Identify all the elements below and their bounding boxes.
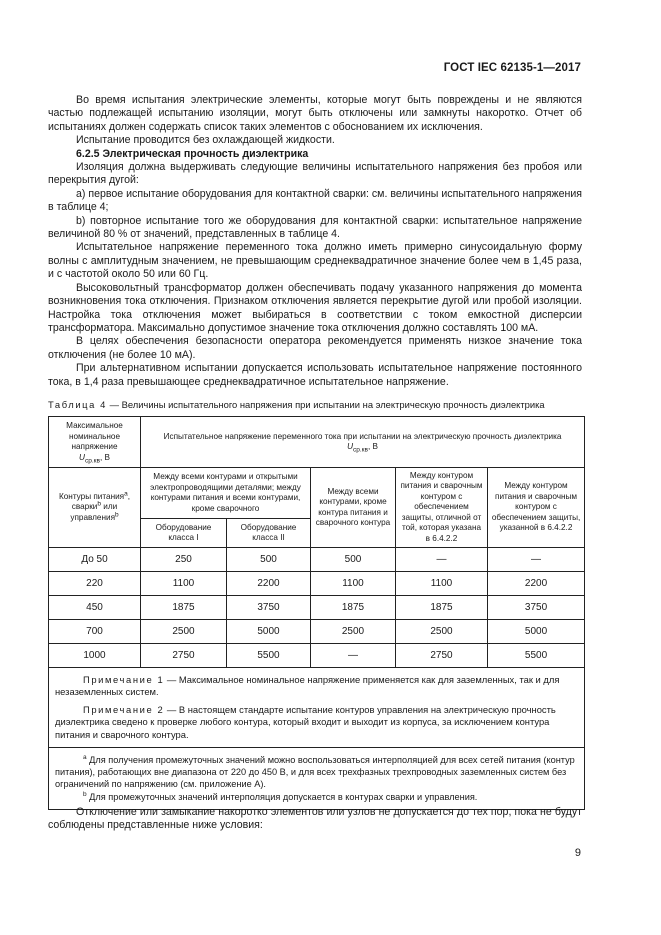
body-text [48,94,582,389]
cell: 2200 [227,572,311,596]
cell: 5500 [488,644,585,668]
cell: До 50 [49,548,141,572]
after-table-text [48,806,582,833]
table-row [49,572,585,596]
cell: 2500 [311,620,396,644]
cell: — [396,548,488,572]
paragraph: Во время испытания электрические элементы, которые могут быть повреждены и не являются частью подлежащей испытанию изоляции, могут быть отключены или замкнуты накоротко. Отчет об испытаниях должен содержать список таких элементов с обоснованием их исключения. [48,94,582,133]
document-header: ГОСТ IEC 62135-1—2017 [443,62,581,74]
cell: 1100 [311,572,396,596]
footnote-b: $^b$ Для промежуточных значений интерполяция допускается в контурах сварки и управления. [83,790,478,802]
cell: 3750 [488,596,585,620]
cell: 250 [141,548,227,572]
table-caption [48,399,588,410]
cell: 500 [311,548,396,572]
header-between-all-welding: Между всеми контурами, кроме контура питания и сварочного контура [311,468,396,548]
list-item: a) первое испытание оборудования для контактной сварки: см. величины испытательного напряжения в таблице 4; [48,187,582,214]
cell: 1100 [396,572,488,596]
page-number: 9 [574,847,581,859]
header-class-1: Оборудование класса I [141,519,227,548]
header-power-welding: Между контуром питания и сварочным контуром с обеспечением защиты, отличной от той, которая указана в 6.4.2.2 [396,468,488,548]
paragraph: Отключение или замыкание накоротко элементов или узлов не допускается до тех пор, пока не будут соблюдены представленные ниже условия: [48,806,582,832]
table-notes [49,668,585,748]
cell: 700 [49,620,141,644]
cell: 450 [49,596,141,620]
table-footnotes [49,748,585,810]
paragraph: Испытание проводится без охлаждающей жидкости. [76,134,335,147]
section-heading: 6.2.5 Электрическая прочность диэлектрика [76,147,309,160]
cell: 2500 [141,620,227,644]
cell: 5000 [227,620,311,644]
cell: 1875 [311,596,396,620]
paragraph: При альтернативном испытании допускается использовать испытательное напряжение постоянного тока, в 1,4 раза превышающее среднеквадратичное испытательное напряжение. [48,362,582,388]
header-circuits: Контуры питания$^a$, сварки$^b$ или управления$^b$ [49,468,141,548]
cell: 2500 [396,620,488,644]
cell: 220 [49,572,141,596]
header-max-voltage: Максимальное номинальное напряжение $U_{ср.кв}$, В [49,417,141,468]
cell: 3750 [227,596,311,620]
voltage-table [48,416,585,810]
header-class-2: Оборудование класса II [227,519,311,548]
table-row [49,548,585,572]
paragraph: Испытательное напряжение переменного тока должно иметь примерно синусоидальную форму волны с амплитудным значением, не превышающим среднеквадратичное значение более чем в 1,45 раза, и с частотой около 50 или 60 Гц. [48,241,582,281]
table-row [49,596,585,620]
cell: — [488,548,585,572]
table-row [49,644,585,668]
header-between-all-parts: Между всеми контурами и открытыми электропроводящими деталями; между контурами питания и всеми контурами, кроме сварочного [141,468,311,519]
note-1: Примечание 1 — Максимальное номинальное напряжение применяется как для заземленных, так и для незаземленных систем. [55,674,560,698]
header-test-voltage: Испытательное напряжение переменного тока при испытании на электрическую прочность диэлектрика $U_{ср.кв}$, В [141,417,585,468]
cell: 1875 [396,596,488,620]
cell: 2750 [396,644,488,668]
table-caption-label: Таблица 4 [48,399,107,410]
cell: — [311,644,396,668]
cell: 1000 [49,644,141,668]
cell: 2200 [488,572,585,596]
header-power-welding-protected: Между контуром питания и сварочным контуром с обеспечением защиты, указанной в 6.4.2.2 [488,468,585,548]
cell: 500 [227,548,311,572]
footnote-a: $^a$ Для получения промежуточных значений можно воспользоваться интерполяцией для всех сетей питания (контур питания), работающих вне диапазона от 220 до 450 В, и для всех трехфазных трехпроводных заземленных систем без ограничений по напряжению (см. приложение А). [55,753,575,790]
table-row [49,620,585,644]
note-2: Примечание 2 — В настоящем стандарте испытание контуров управления на электрическую прочность диэлектрика сведено к проверке любого контура, который входит и выходит из корпуса, за исключением контура питания и сварочного контура. [55,703,556,740]
cell: 1100 [141,572,227,596]
cell: 2750 [141,644,227,668]
paragraph: Высоковольтный трансформатор должен обеспечивать подачу указанного напряжения до момента возникновения тока отключения. Признаком отключения является перекрытие дугой или пробой изоляции. Настройка тока отключения может выбираться в соответствии с током емкостной дисперсии трансформатора. Максимально допустимое значение тока отключения должно составлять 100 мА. [48,281,582,334]
paragraph: Изоляция должна выдерживать следующие величины испытательного напряжения без пробоя или перекрытия дугой: [48,161,582,187]
cell: 5500 [227,644,311,668]
paragraph: В целях обеспечения безопасности оператора рекомендуется применять низкое значение тока отключения (не более 10 мА). [48,335,582,361]
list-item: b) повторное испытание того же оборудования для контактной сварки: испытательное напряжение величиной 80 % от значений, представленных в таблице 4. [48,214,582,241]
cell: 1875 [141,596,227,620]
table-caption-text: — Величины испытательного напряжения при испытании на электрическую прочность диэлектрика [106,399,545,410]
cell: 5000 [488,620,585,644]
